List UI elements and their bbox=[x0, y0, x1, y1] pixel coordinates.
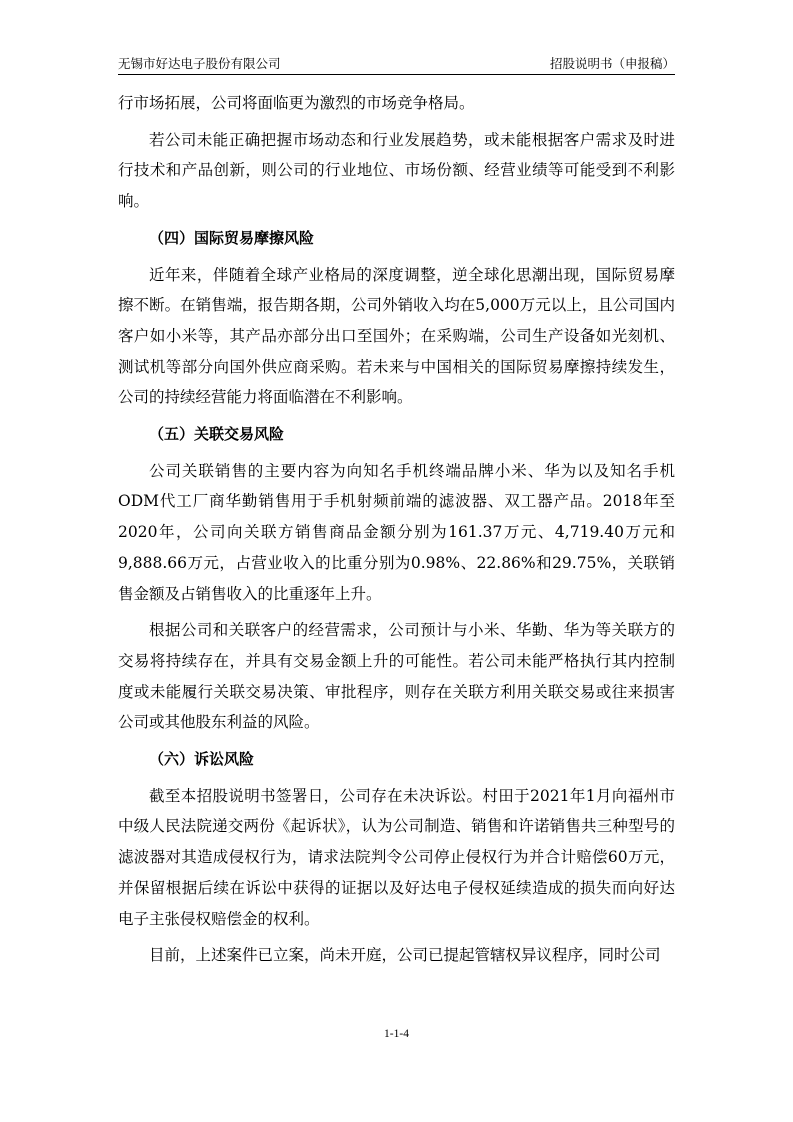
page-number: 1-1-4 bbox=[384, 1028, 409, 1040]
page-body bbox=[118, 88, 675, 971]
paragraph-related-transactions-outlook: 根据公司和关联客户的经营需求，公司预计与小米、华勤、华为等关联方的交易将持续存在，并具有交易金额上升的可能性。若公司未能严格执行其内控制度或未能履行关联交易决策、审批程序，则存在关联方利用关联交易或往来损害公司或其他股东利益的风险。 bbox=[118, 621, 675, 732]
paragraph-related-sales: 公司关联销售的主要内容为向知名手机终端品牌小米、华为以及知名手机ODM代工厂商华勤销售用于手机射频前端的滤波器、双工器产品。2018年至2020年，公司向关联方销售商品金额分别为161.37万元、4,719.40万元和9,888.66万元，占营业收入的比重分别为0.98%、22.86%和29.75%，关联销售金额及占销售收入的比重逐年上升。 bbox=[118, 461, 675, 603]
page-header bbox=[118, 56, 675, 75]
section-heading-trade-friction: （四）国际贸易摩擦风险 bbox=[149, 228, 315, 247]
header-company-name: 无锡市好达电子股份有限公司 bbox=[118, 56, 281, 71]
section-heading-litigation: （六）诉讼风险 bbox=[149, 750, 255, 769]
paragraph-litigation: 截至本招股说明书签署日，公司存在未决诉讼。村田于2021年1月向福州市中级人民法院递交两份《起诉状》，认为公司制造、销售和许诺销售共三种型号的滤波器对其造成侵权行为，请求法院判令公司停止侵权行为并合计赔偿60万元，并保留根据后续在诉讼中获得的证据以及好达电子侵权延续造成的损失而向好达电子主张侵权赔偿金的权利。 bbox=[118, 786, 675, 928]
header-document-title: 招股说明书（申报稿） bbox=[549, 56, 675, 71]
paragraph-litigation-status: 目前，上述案件已立案，尚未开庭，公司已提起管辖权异议程序，同时公司 bbox=[149, 946, 661, 965]
paragraph-continuation: 行市场拓展，公司将面临更为激烈的市场竞争格局。 bbox=[118, 94, 475, 112]
paragraph-market-risk: 若公司未能正确把握市场动态和行业发展趋势，或未能根据客户需求及时进行技术和产品创新，则公司的行业地位、市场份额、经营业绩等可能受到不利影响。 bbox=[118, 130, 675, 211]
paragraph-trade-friction: 近年来，伴随着全球产业格局的深度调整，逆全球化思潮出现，国际贸易摩擦不断。在销售端，报告期各期，公司外销收入均在5,000万元以上，且公司国内客户如小米等，其产品亦部分出口至国外；在采购端，公司生产设备如光刻机、测试机等部分向国外供应商采购。若未来与中国相关的国际贸易摩擦持续发生，公司的持续经营能力将面临潜在不利影响。 bbox=[118, 265, 675, 407]
section-heading-related-transactions: （五）关联交易风险 bbox=[149, 425, 285, 444]
